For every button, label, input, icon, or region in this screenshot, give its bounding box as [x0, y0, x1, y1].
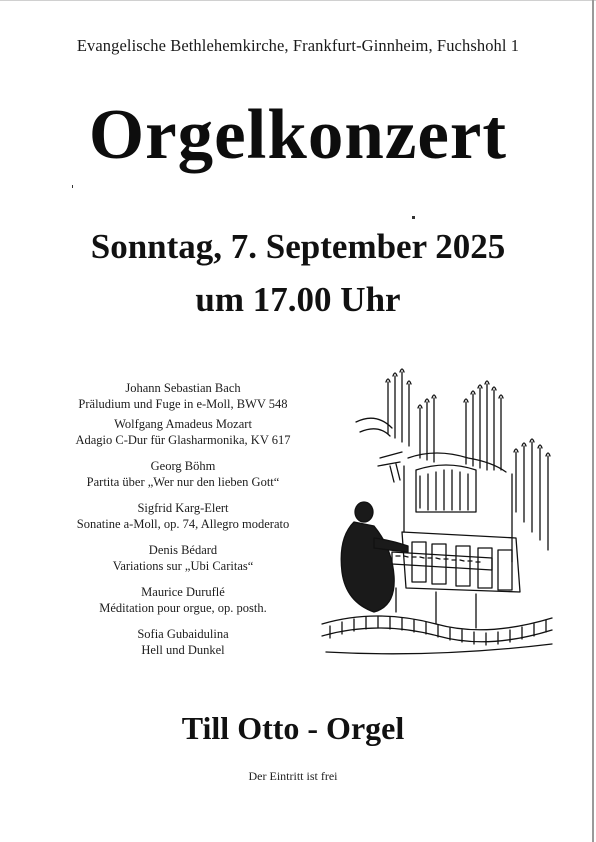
venue-line: Evangelische Bethlehemkirche, Frankfurt-Ginnheim, Fuchshohl 1 [76, 36, 520, 55]
page-edge-top [0, 0, 596, 1]
work-title: Variations sur „Ubi Caritas“ [112, 559, 254, 573]
scan-speck [412, 216, 415, 219]
scan-speck [72, 185, 73, 188]
composer-name: Wolfgang Amadeus Mozart [114, 417, 252, 431]
program-item [30, 584, 336, 616]
page-title: Orgelkonzert [88, 96, 508, 174]
organ-pipes [356, 369, 550, 550]
composer-name: Georg Böhm [150, 459, 216, 473]
admission-note: Der Eintritt ist frei [248, 769, 338, 783]
composer-name: Sigfrid Karg-Elert [137, 501, 229, 515]
program-item [30, 380, 336, 412]
composer-name: Denis Bédard [148, 543, 218, 557]
work-title: Méditation pour orgue, op. posth. [99, 601, 267, 615]
performer-line: Till Otto - Orgel [181, 710, 405, 746]
organ-illustration [316, 362, 560, 662]
work-title: Adagio C-Dur für Glasharmonika, KV 617 [75, 433, 291, 447]
composer-name: Johann Sebastian Bach [125, 381, 241, 395]
work-title: Hell und Dunkel [141, 643, 225, 657]
work-title: Sonatine a-Moll, op. 74, Allegro moderato [76, 517, 290, 531]
program-item [30, 542, 336, 574]
program-list [30, 380, 336, 668]
work-title: Partita über „Wer nur den lieben Gott“ [86, 475, 280, 489]
concert-date: Sonntag, 7. September 2025 [90, 227, 506, 266]
program-item [30, 416, 336, 448]
organ-case [378, 452, 520, 592]
organist-figure [341, 502, 408, 612]
concert-time: um 17.00 Uhr [195, 280, 401, 319]
program-item [30, 500, 336, 532]
composer-name: Sofia Gubaidulina [137, 627, 229, 641]
composer-name: Maurice Duruflé [141, 585, 225, 599]
program-item [30, 458, 336, 490]
work-title: Präludium und Fuge in e-Moll, BWV 548 [78, 397, 288, 411]
program-item [30, 626, 336, 658]
organ-balcony [322, 616, 552, 654]
